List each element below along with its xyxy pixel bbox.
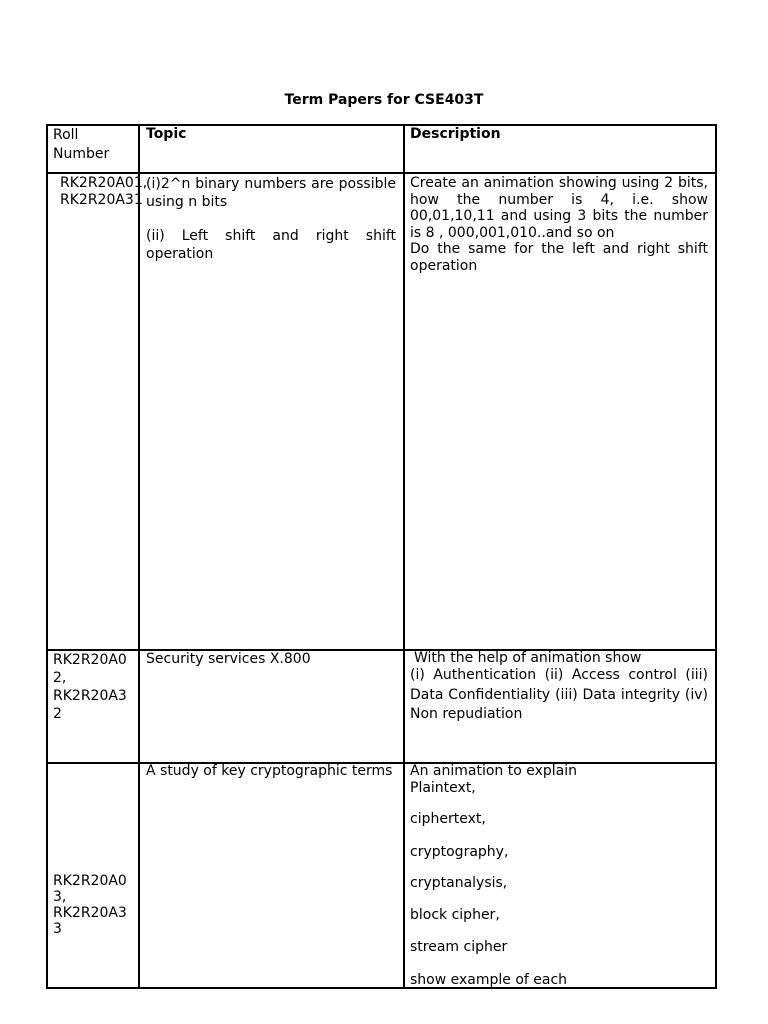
row-1-description-part-1: Create an animation showing using 2 bits, how the number is 4, i.e. show 00,01,10,11 and using 3 bits the number is 8 , 000,001,010..and so on bbox=[410, 175, 708, 241]
row-3-term-plaintext: Plaintext, bbox=[410, 780, 476, 796]
row-3-term-cryptanalysis: cryptanalysis, bbox=[410, 875, 508, 891]
row-2-description bbox=[410, 651, 708, 725]
row-2-roll: RK2R20A0 2, RK2R20A3 2 bbox=[53, 652, 127, 722]
row-3-term-cryptography: cryptography, bbox=[410, 844, 509, 860]
row-1-topic-part-1: (i)2^n binary numbers are possible using n bits bbox=[146, 176, 396, 210]
row-2-description-part-1: With the help of animation show bbox=[414, 650, 642, 666]
table-border-left bbox=[46, 124, 48, 989]
row-3-topic: A study of key cryptographic terms bbox=[146, 763, 393, 779]
header-topic: Topic bbox=[146, 126, 187, 142]
row-3-description-intro: An animation to explain bbox=[410, 763, 578, 779]
header-roll-number: Roll Number bbox=[53, 127, 110, 162]
row-1-description bbox=[410, 175, 708, 274]
row-3-roll: RK2R20A0 3, RK2R20A3 3 bbox=[53, 873, 127, 937]
column-divider-1 bbox=[138, 124, 140, 989]
row-3-description bbox=[410, 763, 708, 989]
table-border-right bbox=[715, 124, 717, 989]
header-description: Description bbox=[410, 126, 501, 142]
row-2-topic: Security services X.800 bbox=[146, 651, 311, 667]
row-3-term-ciphertext: ciphertext, bbox=[410, 811, 486, 827]
row-1-topic bbox=[146, 175, 396, 263]
column-divider-2 bbox=[403, 124, 405, 989]
row-1-description-part-2: Do the same for the left and right shift operation bbox=[410, 241, 708, 274]
row-2-description-part-2: (i) Authentication (ii) Access control (iii) Data Confidentiality (iii) Data integrity (iv) Non repudiation bbox=[410, 667, 708, 722]
row-1-roll: RK2R20A01, RK2R20A31 bbox=[60, 175, 148, 208]
row-3-term-stream-cipher: stream cipher bbox=[410, 939, 508, 955]
row-3-show-example: show example of each bbox=[410, 972, 568, 988]
header-row-divider bbox=[46, 172, 717, 174]
row-3-term-block-cipher: block cipher, bbox=[410, 907, 500, 923]
document-title: Term Papers for CSE403T bbox=[284, 92, 484, 108]
row-1-topic-part-2: (ii) Left shift and right shift operation bbox=[146, 228, 396, 262]
